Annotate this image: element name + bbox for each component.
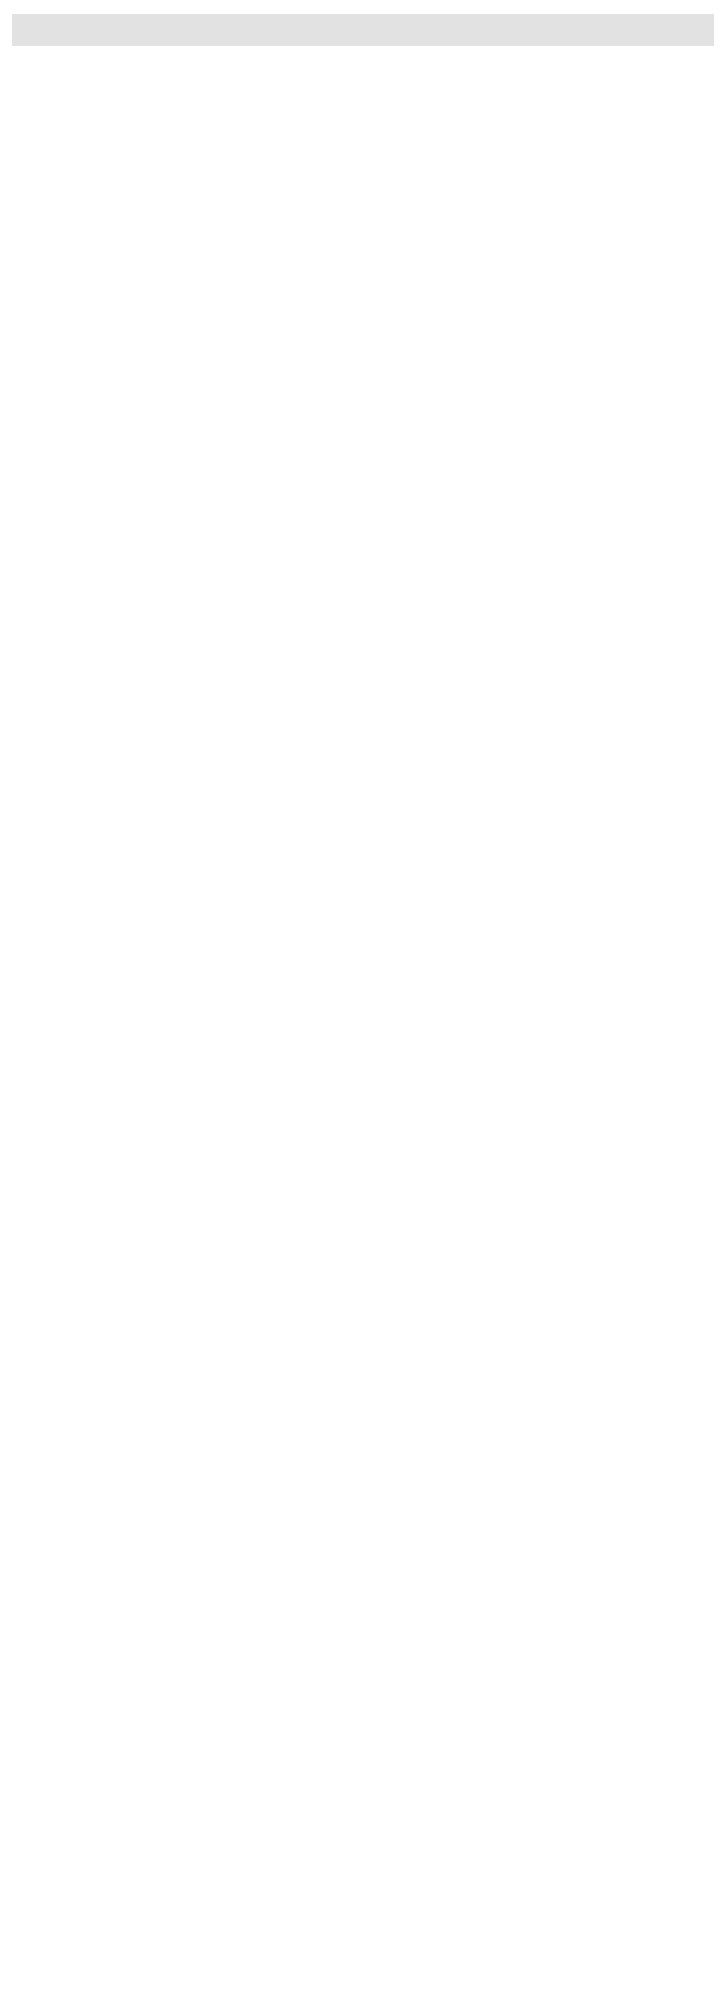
page-title-bar — [12, 14, 714, 46]
